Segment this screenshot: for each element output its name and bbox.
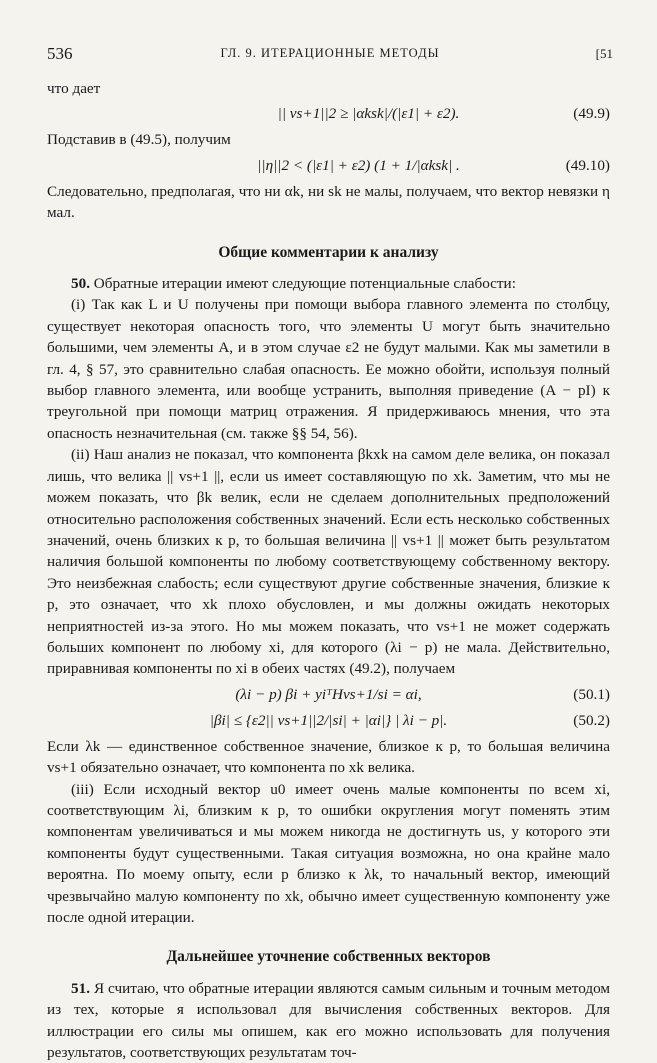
equation-49-9-number: (49.9)	[573, 105, 610, 123]
after-equation-50-2: Если λk — единственное собственное значение, близкое к p, то большая величина vs+1 обязательно означает, что компонента по xk велика.	[47, 737, 610, 777]
item-i: (i) Так как L и U получены при помощи выбора главного элемента по столбцу, существует некоторая опасность того, что элементы U могут быть значительно большими, чем элементы A, и в этом случае ε2 не будут малыми. Как мы заметили в гл. 4, § 57, это сравнительно слабая опасность. Ее можно обойти, используя полный выбор главного элемента, или вообще устранить, выполняя приведение (A − pI) к треугольной при помощи матриц отражения. Я придерживаюсь мнения, что эта опасность незначительная (см. также §§ 54, 56).	[47, 296, 610, 442]
page-header	[47, 44, 613, 64]
item-iii: (iii) Если исходный вектор u0 имеет очень малые компоненты по всем xi, соответствующим λi, близким к p, то ошибки округления могут поменять этим компонентам увеличиваться и мы можем никогда не достигнуть us, у которого эти компоненты будут существенными. Такая ситуация возможна, но она крайне мало вероятна. По моему опыту, если p близко к λk, то начальный вектор, имеющий чрезвычайно малую компоненту по xk, обычно имеет существенную компоненту уже после одной итерации.	[47, 780, 610, 926]
equation-49-10	[47, 155, 610, 177]
item-ii: (ii) Наш анализ не показал, что компонента βkxk на самом деле велика, он показал лишь, что велика || vs+1 ||, если us имеет составляющую по xk. Заметим, что мы не можем показать, что βk велик, если не сделаем дополнительных предположений относительно расположения собственных значений. Если есть несколько собственных значений, очень близких к p, то большая величина || vs+1 || может быть результатом наличия большой компоненты по любому соответствующему собственному вектору. Это неизбежная слабость; если существуют другие собственные значения, близкие к p, это означает, что xk плохо обусловлен, и мы должны ожидать некоторых неприятностей из-за этого. Но мы можем показать, что vs+1 не может содержать больших компонент по любому xi, для которого (λi − p) не мала. Действительно, приравнивая компоненты по xi в обеих частях (49.2), получаем	[47, 446, 610, 678]
equation-50-2-formula: |βi| ≤ {ε2|| vs+1||2/|si| + |αi|} | λi − p|.	[209, 711, 448, 729]
paragraph-50-number: 50.	[71, 275, 90, 293]
equation-49-9-formula: || vs+1||2 ≥ |αksk|/(|ε1| + ε2).	[277, 105, 460, 123]
consequence-text: Следовательно, предполагая, что ни αk, ни sk не малы, получаем, что вектор невязки η мал.	[47, 182, 610, 222]
paragraph-51-number: 51.	[71, 979, 90, 997]
paragraph-50-text: Обратные итерации имеют следующие потенциальные слабости:	[93, 275, 516, 293]
equation-49-10-formula: ||η||2 < (|ε1| + ε2) (1 + 1/|αksk| .	[257, 156, 460, 174]
heading-general-comments: Общие комментарии к анализу	[218, 243, 439, 261]
paragraph-51-text: Я считаю, что обратные итерации являются самым сильным и точным методом из тех, которые я использовал для вычисления собственных векторов. Для иллюстрации его силы мы опишем, как его можно использовать для получения результатов, соответствующих результатам точ-	[47, 979, 611, 1062]
equation-49-9	[47, 103, 610, 125]
chapter-title: ГЛ. 9. ИТЕРАЦИОННЫЕ МЕТОДЫ	[220, 46, 440, 60]
equation-50-2-number: (50.2)	[573, 711, 610, 729]
paragraph-50-intro	[47, 273, 610, 294]
equation-50-1-number: (50.1)	[573, 685, 610, 703]
paragraph-51	[47, 978, 610, 1063]
substitution-text: Подставив в (49.5), получим	[47, 131, 231, 149]
heading-refinement: Дальнейшее уточнение собственных векторов	[166, 948, 491, 966]
page-number: 536	[47, 44, 73, 63]
equation-50-2	[47, 710, 610, 732]
intro-text: что дает	[47, 80, 101, 97]
equation-49-10-number: (49.10)	[565, 156, 610, 174]
equation-50-1-formula: (λi − p) βi + yiᵀHvs+1/si = αi,	[235, 685, 422, 703]
section-number: [51	[595, 46, 613, 61]
equation-50-1	[47, 684, 610, 706]
page-body	[47, 78, 610, 1063]
